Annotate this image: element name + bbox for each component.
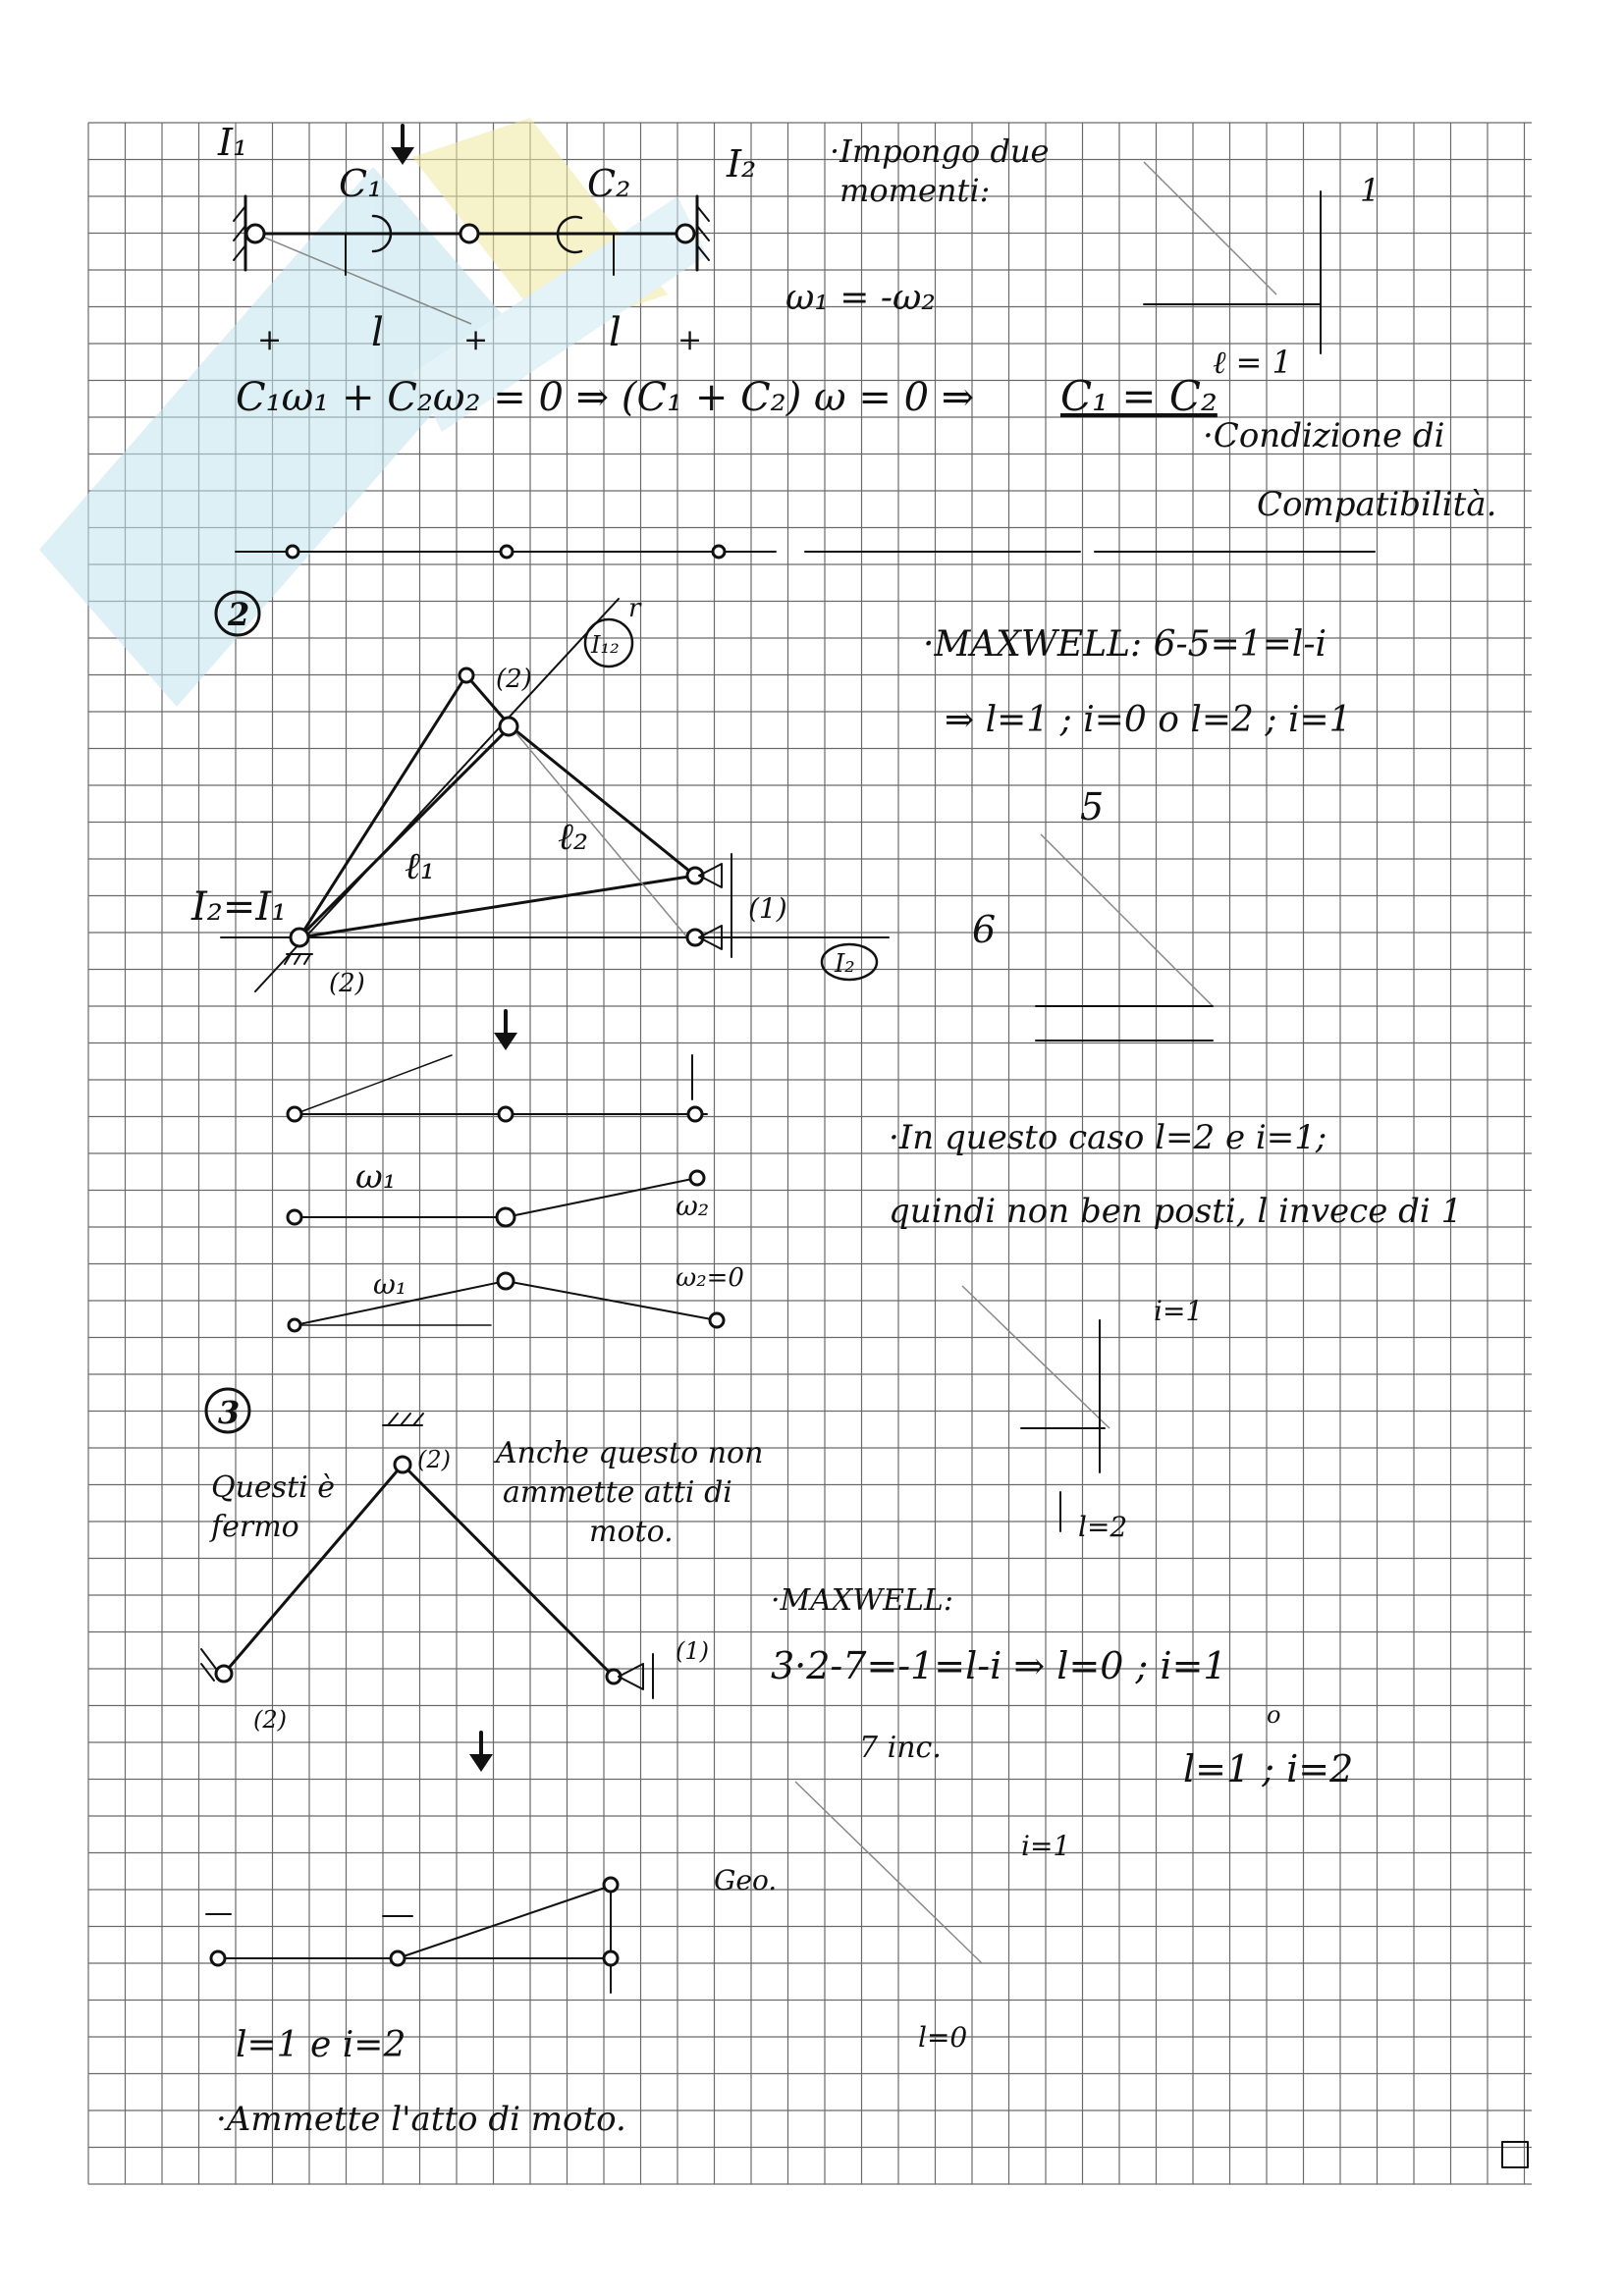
label-l-right: l — [609, 310, 622, 355]
label-geo: Geo. — [714, 1864, 778, 1896]
label-I1: I₁ — [218, 121, 248, 164]
maxwell-s3-or: o — [1267, 1701, 1281, 1729]
svg-text:+: + — [463, 323, 489, 357]
label-support-2-top: (2) — [496, 665, 532, 694]
compatibility-equation: C₁ω₁ + C₂ω₂ = 0 ⇒ (C₁ + C₂) ω = 0 ⇒ — [236, 375, 975, 420]
maxwell-s3-alt: l=1 ; i=2 — [1183, 1747, 1354, 1790]
note-two-moments-2: momenti: — [839, 172, 991, 209]
label-C2: C₂ — [587, 162, 631, 205]
number-6: 6 — [972, 908, 997, 951]
corner-l-one: ℓ = 1 — [1213, 344, 1292, 381]
support-left-icon — [201, 1649, 216, 1681]
svg-text:+: + — [677, 323, 703, 357]
label-I12: I₁₂ — [591, 631, 620, 659]
svg-text:+: + — [257, 323, 283, 357]
label-w1-a: ω₁ — [355, 1157, 397, 1197]
label-w1-b: ω₁ — [373, 1268, 407, 1301]
condition-line-2: Compatibilità. — [1257, 485, 1497, 524]
label-w2-zero: ω₂=0 — [676, 1263, 744, 1293]
label-s3-1: (1) — [676, 1637, 709, 1665]
note-case-2: quindi non ben posti, l invece di 1 — [889, 1192, 1463, 1231]
label-r: r — [628, 594, 641, 623]
label-l-2: l=2 — [1078, 1511, 1128, 1543]
label-I2-eq-I1: I₂=I₁ — [191, 884, 288, 930]
note-two-moments-1: ·Impongo due — [830, 133, 1050, 170]
label-l2: ℓ₂ — [558, 815, 589, 858]
maxwell-line-1: ·MAXWELL: 6-5=1=l-i — [923, 624, 1326, 665]
label-C1: C₁ — [339, 162, 383, 205]
fixed-line-2: fermo — [211, 1510, 299, 1544]
section-3-number: 3 — [218, 1394, 241, 1431]
note-s3-1: Anche questo non — [496, 1436, 764, 1470]
label-imc: 7 inc. — [859, 1731, 942, 1765]
support-right-icon — [619, 1654, 653, 1698]
maxwell-s3-eq: 3·2-7=-1=l-i ⇒ l=0 ; i=1 — [771, 1644, 1227, 1687]
fixed-line-1: Questi è — [211, 1470, 336, 1505]
note-s3-3: moto. — [589, 1515, 674, 1549]
label-l-left: l — [371, 310, 384, 355]
corner-one: 1 — [1360, 172, 1380, 209]
number-5: 5 — [1080, 785, 1105, 828]
section-2-number: 2 — [228, 596, 250, 633]
label-l1: ℓ₁ — [405, 844, 436, 887]
label-I2-rot: I₂ — [835, 949, 855, 979]
support-right-roller-icon — [699, 854, 731, 957]
condition-line-1: ·Condizione di — [1203, 416, 1445, 455]
support-top-icon — [383, 1414, 423, 1425]
hinge-right-icon — [677, 225, 694, 242]
label-s3-l0: l=0 — [918, 2021, 968, 2054]
note-case-1: ·In questo caso l=2 e i=1; — [889, 1118, 1327, 1157]
bottom-result: l=1 e i=2 — [236, 2025, 406, 2065]
label-support-1: (1) — [748, 892, 787, 925]
hinge-left-icon — [246, 225, 264, 242]
bottom-note: ·Ammette l'atto di moto. — [216, 2100, 626, 2139]
label-s3-2-left: (2) — [253, 1706, 287, 1734]
support-bottom-left-icon — [285, 954, 312, 964]
maxwell-line-2: ⇒ l=1 ; i=0 o l=2 ; i=1 — [945, 700, 1352, 740]
label-s3-2-top: (2) — [417, 1446, 451, 1473]
label-w2: ω₂ — [676, 1190, 710, 1222]
note-s3-2: ammette atti di — [503, 1475, 732, 1510]
hinge-center-icon — [460, 225, 478, 242]
maxwell-s3-label: ·MAXWELL: — [771, 1583, 953, 1618]
label-I2: I₂ — [727, 142, 757, 186]
label-i-1: i=1 — [1154, 1295, 1204, 1327]
omega-relation: ω₁ = -ω₂ — [785, 278, 936, 318]
label-s3-i1: i=1 — [1021, 1830, 1071, 1862]
compatibility-result: C₁ = C₂ — [1060, 372, 1218, 420]
label-support-2-bottom: (2) — [329, 969, 365, 998]
